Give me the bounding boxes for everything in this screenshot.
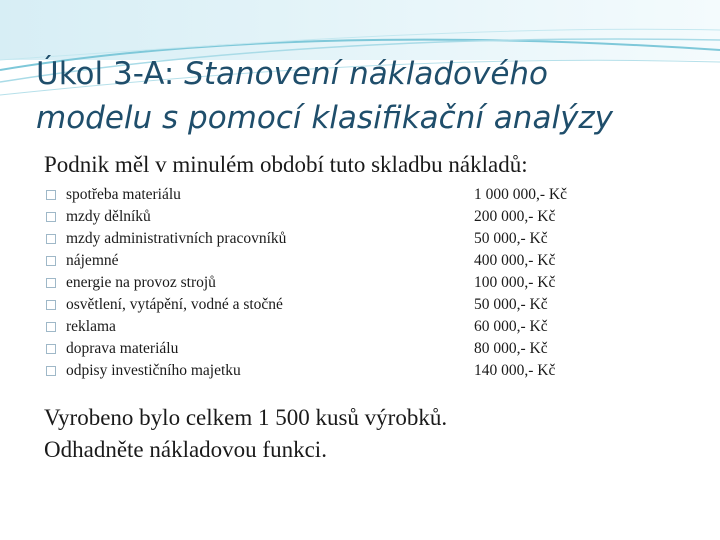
item-amount: 100 000,- Kč [474, 274, 556, 291]
checkbox-bullet-icon [46, 190, 56, 200]
item-amount: 140 000,- Kč [474, 362, 556, 379]
title-emphasis: Stanovení nákladového [184, 56, 549, 92]
checkbox-bullet-icon [46, 366, 56, 376]
item-amount: 50 000,- Kč [474, 296, 548, 313]
item-amount: 50 000,- Kč [474, 230, 548, 247]
slide-title [36, 52, 696, 140]
item-label: odpisy investičního majetku [66, 362, 241, 379]
checkbox-bullet-icon [46, 256, 56, 266]
item-label: nájemné [66, 252, 119, 269]
item-amount: 400 000,- Kč [474, 252, 556, 269]
list-item [46, 295, 606, 317]
item-label: mzdy dělníků [66, 208, 151, 225]
item-label: mzdy administrativních pracovníků [66, 230, 287, 247]
item-label: doprava materiálu [66, 340, 179, 357]
intro-text: Podnik měl v minulém období tuto skladbu nákladů: [44, 152, 528, 177]
item-label: reklama [66, 318, 116, 335]
task-line-1: Vyrobeno bylo celkem 1 500 kusů výrobků. [44, 405, 448, 430]
checkbox-bullet-icon [46, 234, 56, 244]
item-amount: 60 000,- Kč [474, 318, 548, 335]
item-label: energie na provoz strojů [66, 274, 216, 291]
list-item [46, 207, 606, 229]
item-amount: 200 000,- Kč [474, 208, 556, 225]
checkbox-bullet-icon [46, 278, 56, 288]
checkbox-bullet-icon [46, 300, 56, 310]
list-item [46, 273, 606, 295]
checkbox-bullet-icon [46, 344, 56, 354]
list-item [46, 317, 606, 339]
cost-list [46, 185, 606, 383]
title-prefix: Úkol 3-A: [36, 56, 185, 92]
list-item [46, 251, 606, 273]
task-line-2: Odhadněte nákladovou funkci. [44, 437, 327, 462]
checkbox-bullet-icon [46, 322, 56, 332]
title-line-2: modelu s pomocí klasifikační analýzy [36, 100, 614, 136]
list-item [46, 185, 606, 207]
list-item [46, 229, 606, 251]
task-text [44, 402, 684, 466]
list-item [46, 361, 606, 383]
item-label: spotřeba materiálu [66, 186, 181, 203]
checkbox-bullet-icon [46, 212, 56, 222]
item-amount: 1 000 000,- Kč [474, 186, 567, 203]
item-amount: 80 000,- Kč [474, 340, 548, 357]
list-item [46, 339, 606, 361]
item-label: osvětlení, vytápění, vodné a stočné [66, 296, 283, 313]
